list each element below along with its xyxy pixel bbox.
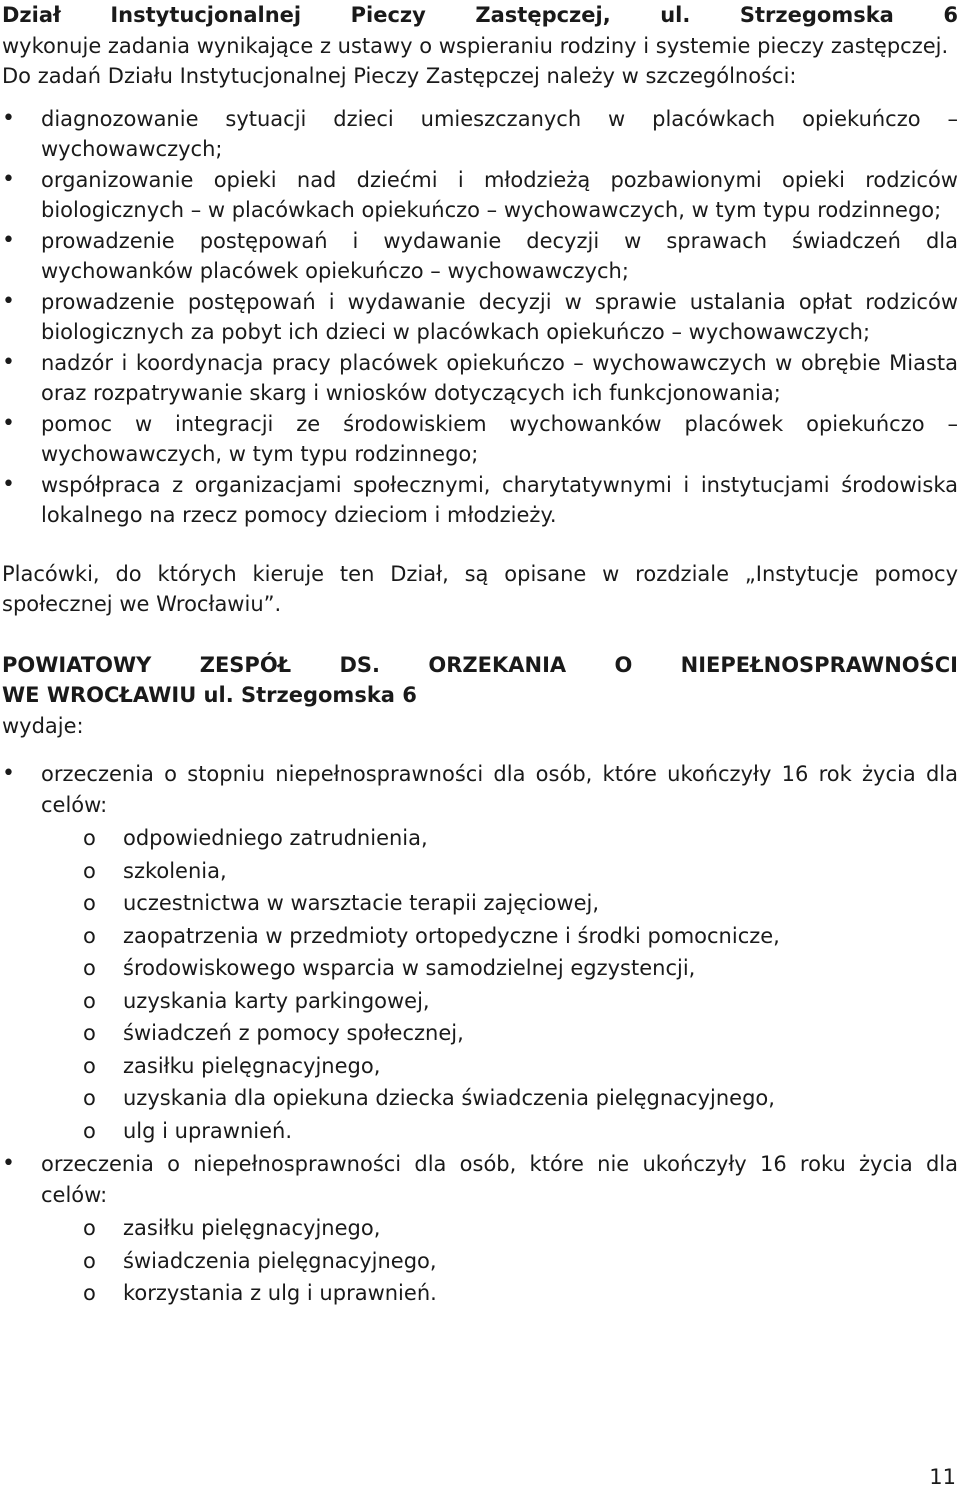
- sub-list-item: o szkolenia,: [2, 855, 958, 888]
- sub-list-item: o zasiłku pielęgnacyjnego,: [2, 1212, 958, 1245]
- list-item: • współpraca z organizacjami społecznymi, charytatywnymi i instytucjami środowiska lokalnego na rzecz pomocy dzieciom i młodzieży.: [2, 470, 958, 531]
- sub-list-item: o odpowiedniego zatrudnienia,: [2, 822, 958, 855]
- sub-list: [2, 1212, 958, 1310]
- issues-label: wydaje:: [2, 713, 84, 738]
- list-item: • organizowanie opieki nad dziećmi i młodzieżą pozbawionymi opieki rodziców biologicznych – w placówkach opiekuńczo – wychowawczych, w tym typu rodzinnego;: [2, 165, 958, 226]
- sub-list-item: o uzyskania dla opiekuna dziecka świadczenia pielęgnacyjnego,: [2, 1082, 958, 1115]
- intro-text: wykonuje zadania wynikające z ustawy o wspieraniu rodziny i systemie pieczy zastępczej.: [2, 33, 949, 58]
- zespol-heading-address: WE WROCŁAWIU ul. Strzegomska 6: [2, 683, 417, 707]
- placowki-note: Placówki, do których kieruje ten Dział, są opisane w rozdziale „Instytucje pomocy społecznej we Wrocławiu”.: [2, 561, 958, 616]
- sub-list-item: o środowiskowego wsparcia w samodzielnej egzystencji,: [2, 952, 958, 985]
- sub-list: [2, 822, 958, 1147]
- sub-list-item: o zasiłku pielęgnacyjnego,: [2, 1050, 958, 1083]
- sub-list-item: o uczestnictwa w warsztacie terapii zajęciowej,: [2, 887, 958, 920]
- tasks-intro: Do zadań Działu Instytucjonalnej Pieczy Zastępczej należy w szczególności:: [2, 64, 797, 88]
- page-number: 11: [929, 1465, 956, 1489]
- tasks-list: [2, 104, 958, 531]
- sub-list-item: o uzyskania karty parkingowej,: [2, 985, 958, 1018]
- list-item: • nadzór i koordynacja pracy placówek opiekuńczo – wychowawczych w obrębie Miasta oraz rozpatrywanie skarg i wniosków dotyczących ich funkcjonowania;: [2, 348, 958, 409]
- list-item-text: orzeczenia o stopniu niepełnosprawności dla osób, które ukończyły 16 rok życia dla celów:: [41, 762, 958, 817]
- list-item: • diagnozowanie sytuacji dzieci umieszczanych w placówkach opiekuńczo – wychowawczych;: [2, 104, 958, 165]
- list-item: • prowadzenie postępowań i wydawanie decyzji w sprawie ustalania opłat rodziców biologicznych za pobyt ich dzieci w placówkach opiekuńczo – wychowawczych;: [2, 287, 958, 348]
- list-item: • pomoc w integracji ze środowiskiem wychowanków placówek opiekuńczo – wychowawczych, w tym typu rodzinnego;: [2, 409, 958, 470]
- list-item: [2, 759, 958, 1147]
- sub-list-item: o korzystania z ulg i uprawnień.: [2, 1277, 958, 1310]
- zespol-heading: POWIATOWY ZESPÓŁ DS. ORZEKANIA O NIEPEŁNOSPRAWNOŚCI: [2, 652, 958, 677]
- sub-list-item: o świadczeń z pomocy społecznej,: [2, 1017, 958, 1050]
- section-title-dzial: Dział Instytucjonalnej Pieczy Zastępczej, ul. Strzegomska 6: [2, 3, 958, 27]
- document-page: [2, 0, 958, 1312]
- orzeczenia-list: [2, 759, 958, 1310]
- sub-list-item: o zaopatrzenia w przedmioty ortopedyczne i środki pomocnicze,: [2, 920, 958, 953]
- list-item: [2, 1149, 958, 1310]
- list-item: • prowadzenie postępowań i wydawanie decyzji w sprawach świadczeń dla wychowanków placówek opiekuńczo – wychowawczych;: [2, 226, 958, 287]
- sub-list-item: o świadczenia pielęgnacyjnego,: [2, 1245, 958, 1278]
- sub-list-item: o ulg i uprawnień.: [2, 1115, 958, 1148]
- list-item-text: orzeczenia o niepełnosprawności dla osób, które nie ukończyły 16 roku życia dla celów:: [41, 1152, 958, 1207]
